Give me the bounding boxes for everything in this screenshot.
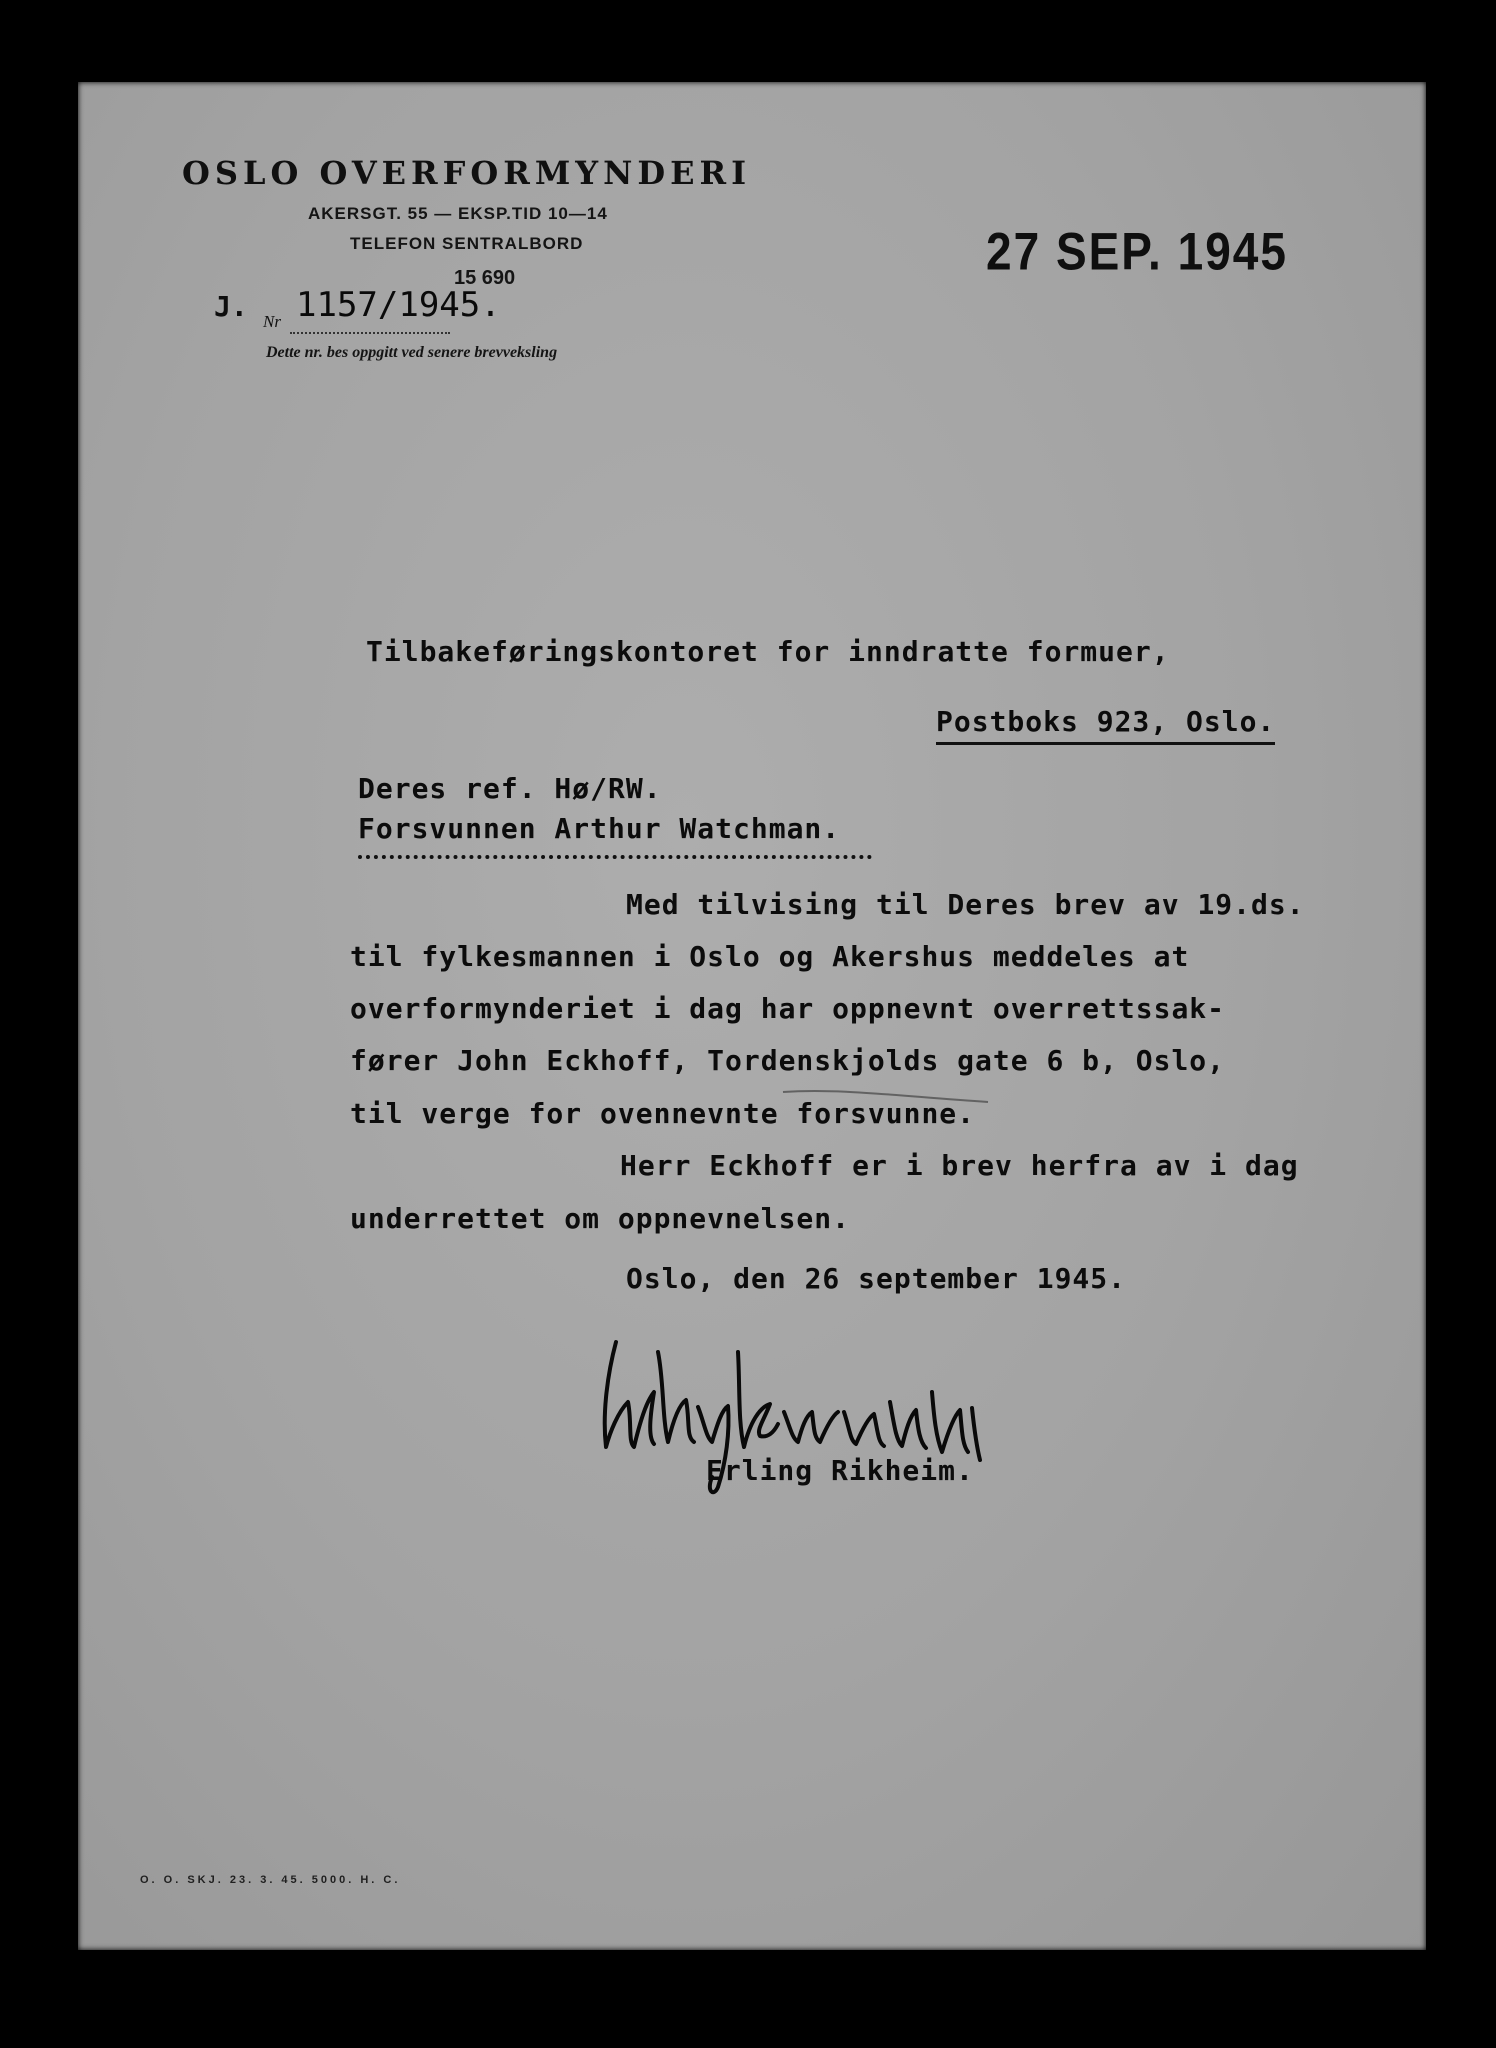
body-line-5: til verge for ovennevnte forsvunne. <box>350 1097 976 1130</box>
letterhead-title: OSLO OVERFORMYNDERI <box>182 154 752 192</box>
journal-nr-label: Nr <box>263 312 281 331</box>
pencil-mark <box>778 1080 998 1110</box>
body-line-3: overformynderiet i dag har oppnevnt overrettssak- <box>350 992 1226 1025</box>
form-code: O. O. SKJ. 23. 3. 45. 5000. H. C. <box>140 1874 401 1886</box>
received-date-stamp: 27 SEP. 1945 <box>986 221 1288 281</box>
letterhead-address: AKERSGT. 55 — EKSP.TID 10—14 <box>308 204 608 223</box>
body-line-4: fører John Eckhoff, Tordenskjolds gate 6 b, Oslo, <box>350 1044 1226 1077</box>
body-line-2: til fylkesmannen i Oslo og Akershus meddeles at <box>350 940 1190 973</box>
journal-prefix: J. <box>214 290 248 323</box>
reference-dotted-underline <box>358 855 872 859</box>
reference-line-2: Forsvunnen Arthur Watchman. <box>358 812 841 845</box>
reference-line-1: Deres ref. Hø/RW. <box>358 772 662 805</box>
place-and-date: Oslo, den 26 september 1945. <box>626 1262 1127 1295</box>
body-line-7: underrettet om oppnevnelsen. <box>350 1202 851 1235</box>
recipient-line-2: Postboks 923, Oslo. <box>936 705 1275 745</box>
letterhead-phone-number: 15 690 <box>454 267 516 289</box>
body-line-1: Med tilvising til Deres brev av 19.ds. <box>626 888 1305 921</box>
journal-number: 1157/1945. <box>296 285 501 325</box>
journal-dotted-line <box>290 332 450 334</box>
letter-page <box>78 82 1426 1950</box>
typed-signatory-name: Erling Rikheim. <box>706 1454 974 1487</box>
letterhead-phone-label: TELEFON SENTRALBORD <box>350 234 584 253</box>
recipient-line-1: Tilbakeføringskontoret for inndratte formuer, <box>366 635 1170 668</box>
journal-note: Dette nr. bes oppgitt ved senere brevveksling <box>266 344 558 361</box>
body-line-6: Herr Eckhoff er i brev herfra av i dag <box>620 1149 1299 1182</box>
